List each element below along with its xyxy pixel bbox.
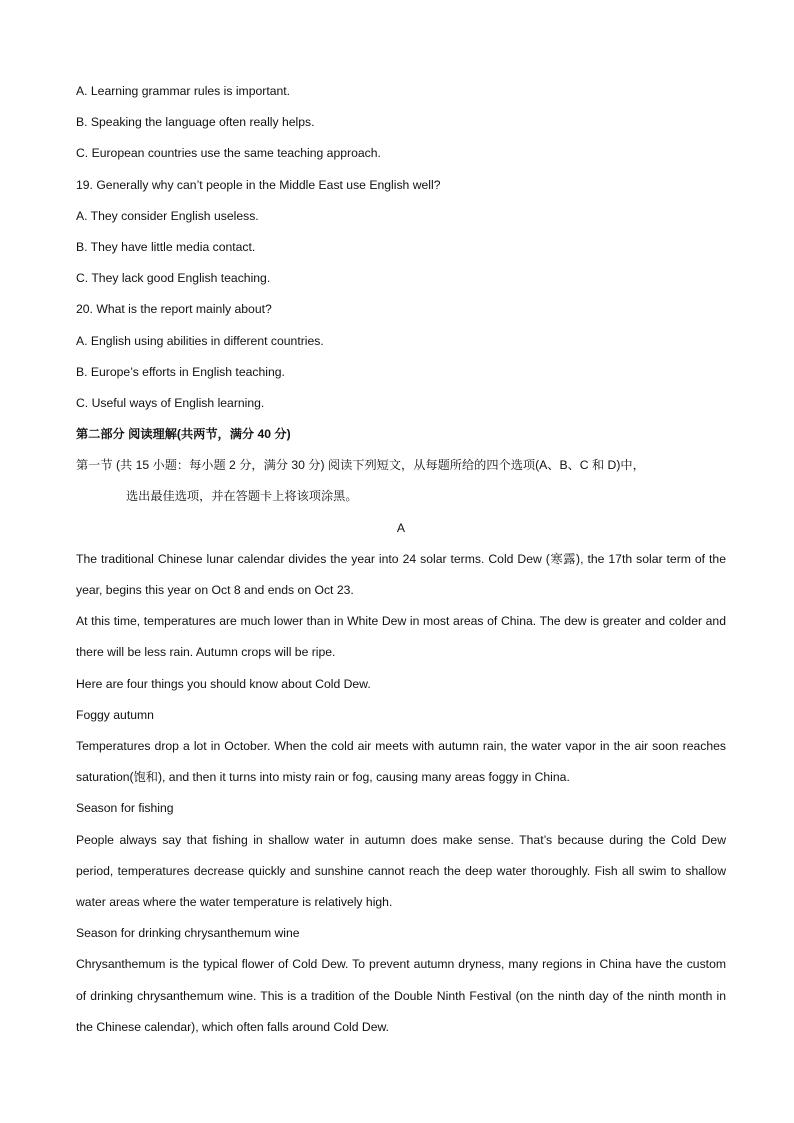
passage-label: A — [396, 520, 406, 535]
subheading-chrysanthemum-wine: Season for drinking chrysanthemum wine — [76, 926, 300, 941]
subheading-foggy-autumn: Foggy autumn — [76, 707, 154, 722]
passage-paragraph-5: People always say that fishing in shallow water in autumn does make sense. That’s because during the Cold Dew period, temperatures decrease quickly and sunshine cannot reach the deep water thoroughly. Fish all swim to shallow water areas where the water temperature is relatively high. — [76, 832, 726, 909]
section1-instruction-line2: 选出最佳选项，并在答题卡上将该项涂黑。 — [126, 489, 358, 504]
passage-paragraph-3: Here are four things you should know about Cold Dew. — [76, 676, 371, 691]
passage-paragraph-4: Temperatures drop a lot in October. When the cold air meets with autumn rain, the water vapor in the air soon reaches saturation(饱和), and then it turns into misty rain or fog, causing many areas foggy in China. — [76, 739, 726, 785]
subheading-season-fishing: Season for fishing — [76, 801, 174, 816]
option-b-prev: B. Speaking the language often really helps. — [76, 115, 315, 130]
passage-paragraph-2: At this time, temperatures are much lower than in White Dew in most areas of China. The dew is greater and colder and there will be less rain. Autumn crops will be ripe. — [76, 614, 726, 660]
option-a-prev: A. Learning grammar rules is important. — [76, 84, 291, 98]
passage-paragraph-6: Chrysanthemum is the typical flower of Cold Dew. To prevent autumn dryness, many regions in China have the custom of drinking chrysanthemum wine. This is a tradition of the Double Ninth Festival (on the ninth day of the ninth month in the Chinese calendar), which often falls around Cold Dew. — [76, 957, 726, 1034]
question-19: 19. Generally why can’t people in the Middle East use English well? — [76, 177, 441, 192]
passage-paragraph-1: The traditional Chinese lunar calendar divides the year into 24 solar terms. Cold Dew (寒露), the 17th solar term of the year, begins this year on Oct 8 and ends on Oct 23. — [76, 551, 726, 598]
option-c-prev: C. European countries use the same teaching approach. — [76, 146, 381, 161]
document-page — [76, 76, 726, 1043]
part2-heading: 第二部分 阅读理解(共两节，满分 40 分) — [76, 427, 291, 442]
q20-option-b: B. Europe’s efforts in English teaching. — [76, 364, 285, 379]
q19-option-c: C. They lack good English teaching. — [76, 271, 271, 286]
q20-option-a: A. English using abilities in different countries. — [76, 333, 324, 348]
q19-option-a: A. They consider English useless. — [76, 208, 259, 223]
q20-option-c: C. Useful ways of English learning. — [76, 395, 265, 410]
section1-instruction-line1: 第一节 (共 15 小题：每小题 2 分，满分 30 分) 阅读下列短文，从每题所给的四个选项(A、B、C 和 D)中， — [76, 458, 645, 473]
question-20: 20. What is the report mainly about? — [76, 302, 272, 317]
q19-option-b: B. They have little media contact. — [76, 239, 256, 254]
